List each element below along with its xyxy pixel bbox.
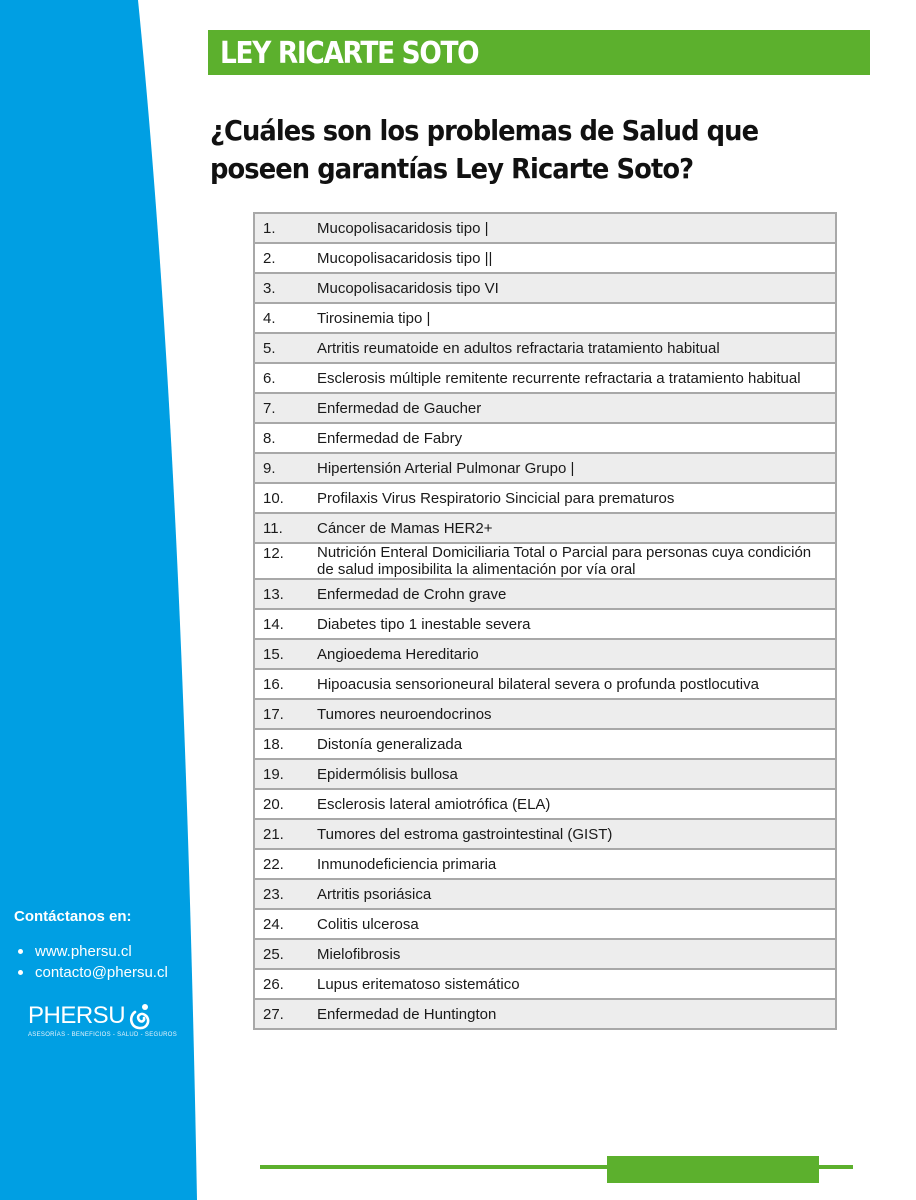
problem-number: 8.	[254, 423, 317, 453]
problem-name: Tumores neuroendocrinos	[317, 699, 836, 729]
problem-number: 10.	[254, 483, 317, 513]
problem-name: Angioedema Hereditario	[317, 639, 836, 669]
table-row	[254, 669, 836, 699]
contact-website[interactable]	[14, 941, 204, 962]
bullet-icon	[18, 970, 23, 975]
problem-name: Mielofibrosis	[317, 939, 836, 969]
table-row	[254, 513, 836, 543]
problem-name: Tirosinemia tipo |	[317, 303, 836, 333]
problem-number: 26.	[254, 969, 317, 999]
problem-number: 13.	[254, 579, 317, 609]
table-row	[254, 363, 836, 393]
table-row	[254, 303, 836, 333]
problem-number: 17.	[254, 699, 317, 729]
table-row	[254, 639, 836, 669]
problem-number: 11.	[254, 513, 317, 543]
table-row	[254, 423, 836, 453]
problem-number: 9.	[254, 453, 317, 483]
table-row	[254, 999, 836, 1029]
phersu-swirl-icon	[127, 1002, 153, 1030]
problem-number: 14.	[254, 609, 317, 639]
problem-name: Inmunodeficiencia primaria	[317, 849, 836, 879]
table-row	[254, 453, 836, 483]
problem-number: 24.	[254, 909, 317, 939]
problem-number: 5.	[254, 333, 317, 363]
problem-name: Artritis reumatoide en adultos refractaria tratamiento habitual	[317, 333, 836, 363]
table-row	[254, 729, 836, 759]
problem-number: 20.	[254, 789, 317, 819]
problem-number: 7.	[254, 393, 317, 423]
table-row	[254, 909, 836, 939]
table-row	[254, 939, 836, 969]
contact-list	[14, 941, 204, 983]
problem-number: 4.	[254, 303, 317, 333]
problem-number: 25.	[254, 939, 317, 969]
problem-name: Enfermedad de Gaucher	[317, 393, 836, 423]
problem-name: Profilaxis Virus Respiratorio Sincicial para prematuros	[317, 483, 836, 513]
problem-name: Enfermedad de Huntington	[317, 999, 836, 1029]
problem-number: 18.	[254, 729, 317, 759]
problem-name: Hipertensión Arterial Pulmonar Grupo |	[317, 453, 836, 483]
problem-number: 21.	[254, 819, 317, 849]
health-problems-list	[254, 213, 836, 1029]
problem-name: Artritis psoriásica	[317, 879, 836, 909]
problem-number: 2.	[254, 243, 317, 273]
problem-name: Enfermedad de Fabry	[317, 423, 836, 453]
problem-name: Cáncer de Mamas HER2+	[317, 513, 836, 543]
page-heading: ¿Cuáles son los problemas de Salud que poseen garantías Ley Ricarte Soto?	[210, 114, 759, 185]
problem-name: Mucopolisacaridosis tipo ||	[317, 243, 836, 273]
contact-email[interactable]	[14, 962, 204, 983]
table-row	[254, 213, 836, 243]
contact-title: Contáctanos en:	[14, 908, 132, 925]
problem-name: Esclerosis múltiple remitente recurrente refractaria a tratamiento habitual	[317, 363, 836, 393]
table-row	[254, 333, 836, 363]
contact-section	[14, 908, 204, 983]
phersu-logo	[28, 1002, 177, 1038]
table-row	[254, 759, 836, 789]
table-row	[254, 879, 836, 909]
problem-number: 19.	[254, 759, 317, 789]
table-row	[254, 483, 836, 513]
table-row	[254, 819, 836, 849]
problem-number: 6.	[254, 363, 317, 393]
problem-number: 27.	[254, 999, 317, 1029]
problem-number: 3.	[254, 273, 317, 303]
table-row	[254, 243, 836, 273]
footer-accent-block	[607, 1156, 819, 1183]
problem-name: Distonía generalizada	[317, 729, 836, 759]
title-banner	[208, 30, 870, 75]
contact-email-text: contacto@phersu.cl	[35, 964, 168, 981]
problem-name: Esclerosis lateral amiotrófica (ELA)	[317, 789, 836, 819]
problem-number: 1.	[254, 213, 317, 243]
logo-wordmark: PHERSU	[28, 1002, 126, 1029]
table-row	[254, 789, 836, 819]
problem-number: 15.	[254, 639, 317, 669]
bullet-icon	[18, 949, 23, 954]
problem-name: Mucopolisacaridosis tipo |	[317, 213, 836, 243]
problem-number: 23.	[254, 879, 317, 909]
problem-name: Mucopolisacaridosis tipo VI	[317, 273, 836, 303]
problem-name: Hipoacusia sensorioneural bilateral severa o profunda postlocutiva	[317, 669, 836, 699]
problem-name: Nutrición Enteral Domiciliaria Total o Parcial para personas cuya condición de salud imposibilita la alimentación por vía oral	[317, 543, 836, 579]
table-row	[254, 699, 836, 729]
problem-name: Colitis ulcerosa	[317, 909, 836, 939]
table-row	[254, 393, 836, 423]
problem-number: 22.	[254, 849, 317, 879]
problem-name: Lupus eritematoso sistemático	[317, 969, 836, 999]
health-problems-table	[253, 212, 837, 1030]
problem-name: Enfermedad de Crohn grave	[317, 579, 836, 609]
problem-name: Tumores del estroma gastrointestinal (GIST)	[317, 819, 836, 849]
table-row	[254, 969, 836, 999]
problem-number: 16.	[254, 669, 317, 699]
table-row	[254, 609, 836, 639]
problem-name: Epidermólisis bullosa	[317, 759, 836, 789]
problem-name: Diabetes tipo 1 inestable severa	[317, 609, 836, 639]
table-row	[254, 273, 836, 303]
table-row	[254, 849, 836, 879]
table-row	[254, 543, 836, 579]
table-row	[254, 579, 836, 609]
problem-number: 12.	[254, 543, 317, 579]
logo-tagline: ASESORÍAS - BENEFICIOS - SALUD - SEGUROS	[28, 1032, 178, 1038]
banner-title: LEY RICARTE SOTO	[220, 36, 479, 71]
contact-website-text: www.phersu.cl	[35, 943, 132, 960]
